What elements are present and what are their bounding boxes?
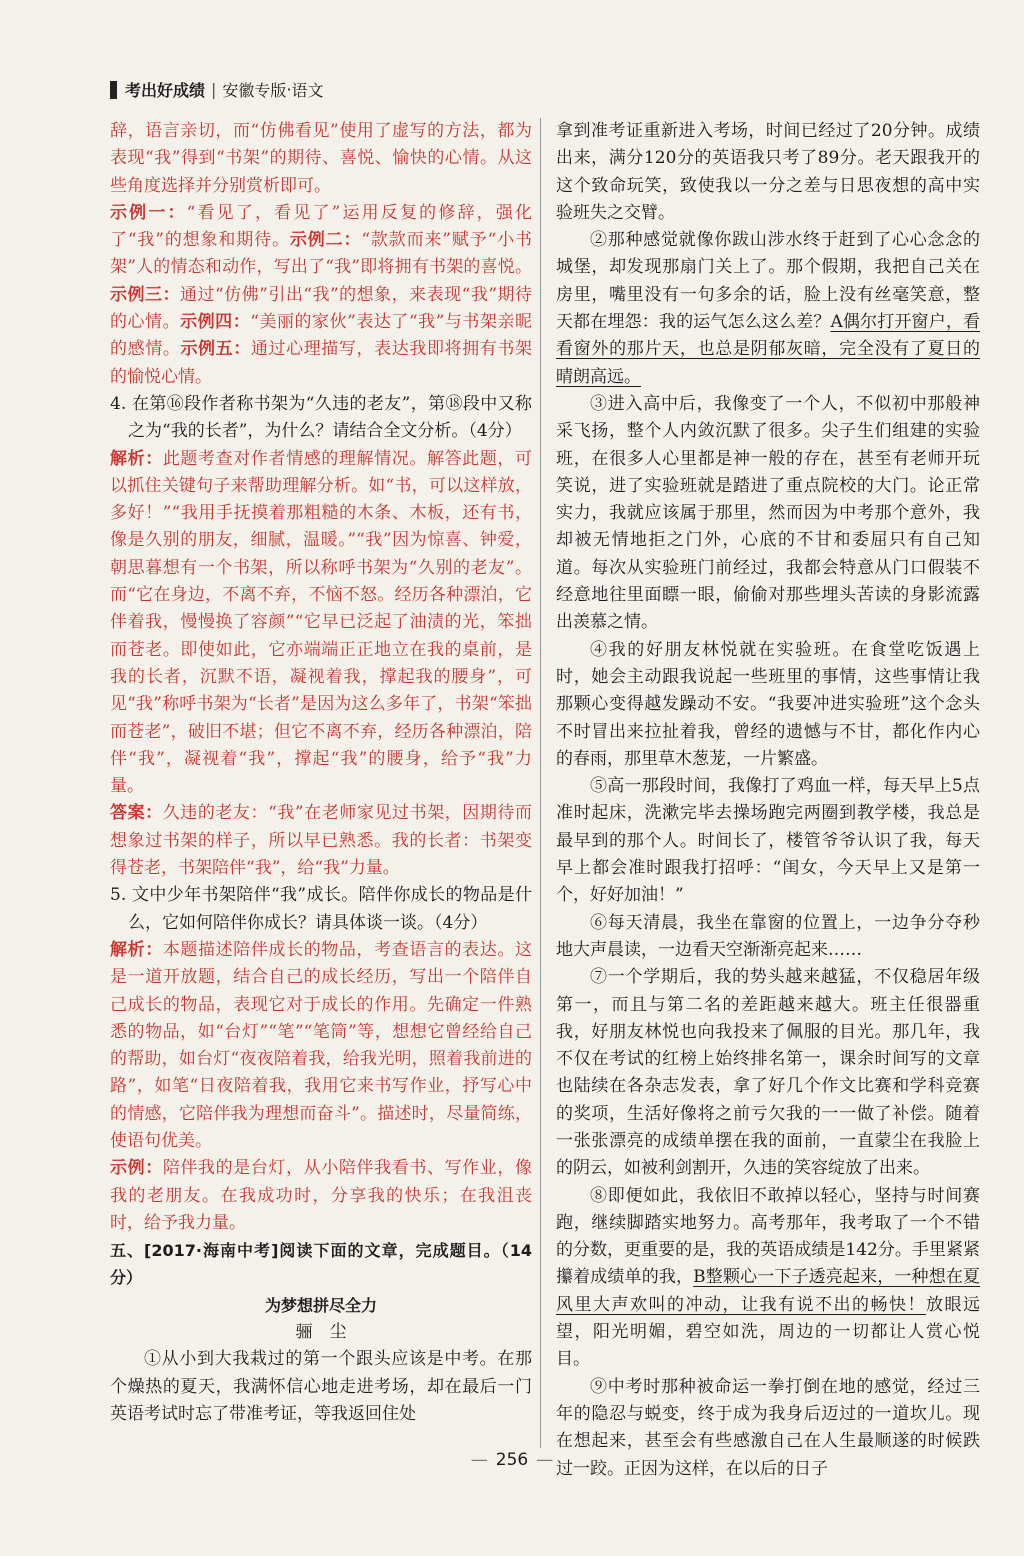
question-4-answer — [110, 800, 532, 882]
article-paragraph-3: ③进入高中后，我像变了一个人，不似初中那般神采飞扬，整个人内敛沉默了很多。尖子生们组建的实验班，在很多人心里都是神一般的存在，甚至有老师开玩笑说，进了实验班就是踏进了重点院校的大门。论正常实力，我就应该属于那里，然而因为中考那个意外，我却被无情地拒之门外，心底的不甘和委屈只有自己知道。每次从实验班门前经过，我都会特意从门口假装不经意地往里面瞟一眼，偷偷对那些埋头苦读的身影流露出羡慕之情。 — [556, 393, 980, 633]
analysis-label: 解析： — [110, 448, 163, 469]
analysis-continued: 辞，语言亲切，而“仿佛看见”使用了虚写的方法，都为表现“我”得到“书架”的期待、喜悦、愉快的心情。从这些角度选择并分别赏析即可。 — [110, 121, 532, 196]
article-paragraph-5: ⑤高一那段时间，我像打了鸡血一样，每天早上5点准时起床，洗漱完毕去操场跑完两圈到教学楼，我总是最早到的那个人。时间长了，楼管爷爷认识了我，每天早上都会准时跟我打招呼：“闺女，今天早上又是第一个，好好加油！” — [556, 776, 980, 906]
analysis-text: 本题描述陪伴成长的物品，考查语言的表达。这是一道开放题，结合自己的成长经历，写出一个陪伴自己成长的物品，表现它对于成长的作用。先确定一件熟悉的物品，如“台灯”“笔”“笔筒”等，想想它曾经给自己的帮助，如台灯“夜夜陪着我，给我光明，照着我前进的路”，如笔“日夜陪着我，我用它来书写作业，抒写心中的情感，它陪伴我为理想而奋斗”。描述时，尽量简练，使语句优美。 — [110, 939, 533, 1151]
example-text: “美丽的家伙”表达了“我”与书架亲昵的感情。 — [110, 312, 533, 360]
example-label: 示例四： — [180, 312, 251, 333]
page-dash: — — [470, 1450, 488, 1470]
example-label: 示例二： — [289, 230, 362, 251]
question-4-analysis — [110, 446, 532, 801]
example-text: 通过“仿佛”引出“我”的想象，来表现“我”期待的心情。 — [110, 284, 532, 333]
article-paragraph-2 — [556, 227, 980, 391]
question-4: 4. 在第⑯段作者称书架为“久违的老友”，第⑱段中又称之为“我的长者”，为什么？请结合全文分析。（4分） — [110, 393, 532, 442]
example-label: 示例一： — [110, 202, 187, 223]
article-paragraph-4: ④我的好朋友林悦就在实验班。在食堂吃饭遇上时，她会主动跟我说起一些班里的事情，这些事情让我那颗心变得越发躁动不安。“我要冲进实验班”这个念头不时冒出来拉扯着我，曾经的遗憾与不甘，都化作内心的春雨，那里草木葱茏，一片繁盛。 — [556, 639, 980, 769]
subject-label: 语文 — [291, 81, 324, 100]
edition-label: 安徽专版 — [222, 81, 287, 100]
paragraph-text: 放眼远望，阳光明媚，碧空如洗，周边的一切都让人赏心悦目。 — [556, 1294, 980, 1370]
question-5-example — [110, 1155, 532, 1237]
question-5: 5. 文中少年书架陪伴“我”成长。陪伴你成长的物品是什么，它如何陪伴你成长？请具体谈一谈。（4分） — [110, 885, 532, 933]
article-paragraph-1-cont: 拿到准考证重新进入考场，时间已经过了20分钟。成绩出来，满分120分的英语我只考了89分。老天跟我开的这个致命玩笑，致使我以一分之差与日思夜想的高中实验班失之交臂。 — [556, 121, 980, 223]
article-paragraph-6: ⑥每天清晨，我坐在靠窗的位置上，一边争分夺秒地大声晨读，一边看天空渐渐亮起来…… — [556, 912, 980, 960]
paragraph-text: ②那种感觉就像你跋山涉水终于赶到了心心念念的城堡，却发现那扇门关上了。那个假期，我把自己关在房里，嘴里没有一句多余的话，脸上没有丝毫笑意，整天都在埋怨：我的运气怎么这么差？ — [556, 230, 980, 333]
article-author: 骊 尘 — [295, 1322, 347, 1343]
article-paragraph-9: ⑨中考时那种被命运一拳打倒在地的感觉，经过三年的隐忍与蜕变，终于成为我身后迈过的一道坎儿。现在想起来，甚至会有些感激自己在人生最顺遂的时候跌过一跤。正因为这样，在以后的日子 — [556, 1376, 980, 1479]
page-number — [0, 1450, 1024, 1470]
article-paragraph-7: ⑦一个学期后，我的势头越来越猛，不仅稳居年级第一，而且与第二名的差距越来越大。班主任很器重我，好朋友林悦也向我投来了佩服的目光。那几年，我不仅在考试的红榜上始终排名第一，课余时间写的文章也陆续在各杂志发表，拿了好几个作文比赛和学科竞赛的奖项，生活好像将之前亏欠我的一一做了补偿。随着一张张漂亮的成绩单摆在我的面前，一直蒙尘在我脸上的阴云，如被利剑割开，久违的笑容绽放了出来。 — [556, 967, 980, 1179]
page-dash: — — [536, 1450, 554, 1470]
underlined-sentence-b: B整颗心一下子透亮起来，一种想在夏风里大声欢叫的冲动，让我有说不出的畅快！ — [556, 1267, 980, 1315]
header-separator: | — [211, 80, 217, 99]
example-text: 陪伴我的是台灯，从小陪伴我看书、写作业，像我的老朋友。在我成功时，分享我的快乐；在我沮丧时，给予我力量。 — [110, 1158, 533, 1233]
example-label: 示例： — [110, 1158, 163, 1179]
examples-block — [110, 200, 532, 391]
running-header — [110, 78, 324, 101]
column-divider — [540, 118, 541, 1448]
answer-text: 久违的老友：“我”在老师家见过书架，因期待而想象过书架的样子，所以早已熟悉。我的长者：书架变得苍老，书架陪伴“我”，给“我”力量。 — [110, 803, 532, 879]
left-column — [110, 118, 532, 1428]
answer-label: 答案： — [110, 803, 163, 824]
section-5-heading: 五、[2017·海南中考]阅读下面的文章，完成题目。（14分） — [110, 1241, 532, 1288]
underlined-sentence-a: A偶尔打开窗户，看看窗外的那片天，也总是阴郁灰暗，完全没有了夏日的晴朗高远。 — [556, 312, 981, 387]
example-text: “看见了，看见了”运用反复的修辞，强化了“我”的想象和期待。 — [110, 202, 532, 251]
article-paragraph-8 — [556, 1183, 980, 1374]
example-text: 通过心理描写，表达我即将拥有书架的愉悦心情。 — [110, 339, 533, 387]
question-5-analysis — [110, 937, 532, 1155]
paragraph-text: ⑧即便如此，我依旧不敢掉以轻心，坚持与时间赛跑，继续脚踏实地努力。高考那年，我考取了一个不错的分数，更重要的是，我的英语成绩是142分。手里紧紧攥着成绩单的我， — [556, 1185, 980, 1288]
analysis-label: 解析： — [110, 939, 163, 960]
article-title: 为梦想拼尽全力 — [264, 1295, 377, 1315]
example-label: 示例五： — [180, 339, 251, 360]
analysis-text: 此题考查对作者情感的理解情况。解答此题，可以抓住关键句子来帮助理解分析。如“书，可以这样放，多好！”“我用手抚摸着那粗糙的木条、木板，还有书，像是久别的朋友，细腻，温暖。”“我”因为惊喜、钟爱，朝思暮想有一个书架，所以称呼书架为“久别的老友”。而“它在身边，不离不弃，不恼不怒。经历各种漂泊，它伴着我，慢慢换了容颜”“它早已泛起了油渍的光，笨拙而苍老。即使如此，它亦端端正正地立在我的桌前，是我的长者，沉默不语，凝视着我，撑起我的腰身”，可见“我”称呼书架为“长者”是因为这么多年了，书架“笨拙而苍老”，破旧不堪；但它不离不弃，经历各种漂泊，陪伴“我”，凝视着“我”，撑起“我”的腰身，给予“我”力量。 — [110, 448, 533, 797]
right-column — [556, 118, 980, 1483]
example-text: “款款而来”赋予“小书架”人的情态和动作，写出了“我”即将拥有书架的喜悦。 — [110, 230, 532, 278]
book-title: 考出好成绩 — [125, 81, 206, 100]
page-number-value: 256 — [495, 1450, 529, 1470]
header-bar-icon — [110, 81, 117, 99]
header-dot: · — [286, 80, 292, 99]
article-paragraph-1: ①从小到大我栽过的第一个跟头应该是中考。在那个燥热的夏天，我满怀信心地走进考场，却在最后一门英语考试时忘了带准考证，等我返回住处 — [110, 1349, 532, 1424]
example-label: 示例三： — [110, 284, 180, 305]
